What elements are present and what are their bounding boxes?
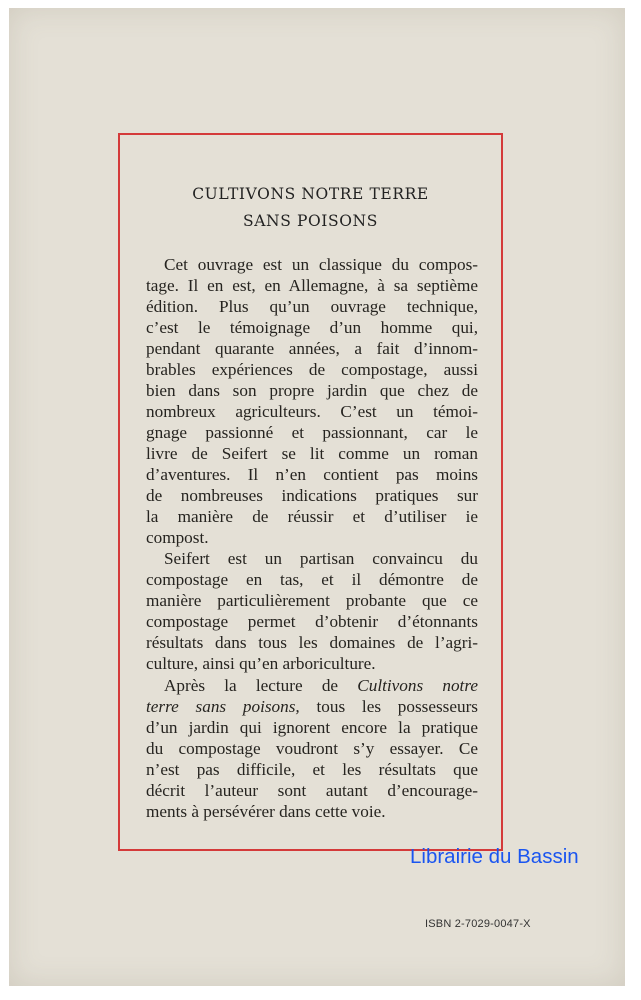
italic-book-title: terre sans poisons, <box>146 697 300 716</box>
paragraph-3 <box>146 675 478 822</box>
text-line: du compostage voudront s’y essayer. Ce <box>146 739 478 758</box>
text-line <box>146 696 478 717</box>
text-line: Seifert est un partisan convaincu du <box>164 549 478 568</box>
text-line: la manière de réussir et d’utiliser ie <box>146 507 478 526</box>
text-line: résultats dans tous les domaines de l’agri- <box>146 633 478 652</box>
text-line: tage. Il en est, en Allemagne, à sa septième <box>146 276 478 295</box>
text-line: décrit l’auteur sont autant d’encourage- <box>146 781 478 800</box>
italic-book-title: Cultivons notre <box>357 676 479 695</box>
text-line: d’aventures. Il n’en contient pas moins <box>146 465 478 484</box>
text-line: livre de Seifert se lit comme un roman <box>146 444 478 463</box>
text-line: compostage en tas, et il démontre de <box>146 570 478 589</box>
text-line: compost. <box>146 528 209 547</box>
text-segment: Après la lecture de <box>164 676 358 695</box>
text-line: pendant quarante années, a fait d’innom- <box>146 339 478 358</box>
text-line: manière particulièrement probante que ce <box>146 591 478 610</box>
text-line: gnage passionné et passionnant, car le <box>146 423 478 442</box>
text-line: d’un jardin qui ignorent encore la pratique <box>146 718 478 737</box>
text-line: de nombreuses indications pratiques sur <box>146 486 478 505</box>
text-line: c’est le témoignage d’un homme qui, <box>146 318 478 337</box>
text-line: compostage permet d’obtenir d’étonnants <box>146 612 478 631</box>
isbn-number: ISBN 2-7029-0047-X <box>425 918 531 930</box>
paragraph-1 <box>146 254 478 548</box>
text-line <box>146 675 478 696</box>
text-line: n’est pas difficile, et les résultats que <box>146 760 478 779</box>
text-line: ments à persévérer dans cette voie. <box>146 802 386 821</box>
title-line-2: SANS POISONS <box>243 212 378 230</box>
text-line: nombreux agriculteurs. C’est un témoi- <box>146 402 478 421</box>
text-segment: tous les possesseurs <box>299 697 478 716</box>
text-line: bien dans son propre jardin que chez de <box>146 381 478 400</box>
text-line: culture, ainsi qu’en arboriculture. <box>146 654 376 673</box>
title-line-1: CULTIVONS NOTRE TERRE <box>192 185 429 203</box>
text-line: édition. Plus qu’un ouvrage technique, <box>146 297 478 316</box>
text-line: brables expériences de compostage, aussi <box>146 360 478 379</box>
paragraph-2 <box>146 548 478 674</box>
text-line: Cet ouvrage est un classique du compos- <box>164 255 478 274</box>
bookseller-watermark: Librairie du Bassin <box>410 845 579 868</box>
